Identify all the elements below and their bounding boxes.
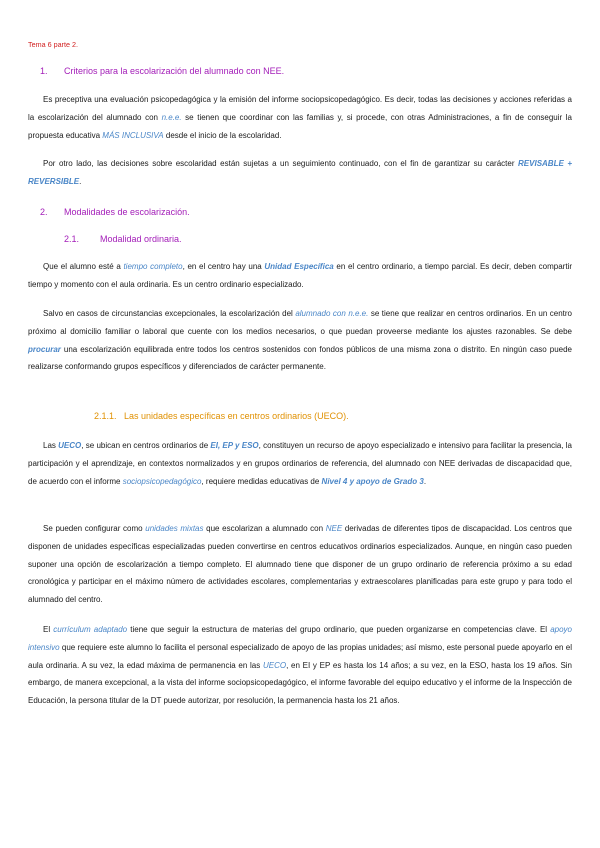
text-run: Las	[43, 441, 59, 450]
document-tag: Tema 6 parte 2.	[28, 40, 78, 49]
paragraph-3	[28, 258, 572, 294]
section-number: 2.1.	[64, 234, 80, 244]
text-run: Salvo en casos de circunstancias excepcionales, la escolarización del	[43, 309, 296, 318]
section-number: 1.	[40, 66, 48, 76]
text-run: se tienen que coordinar con las familias y, si procede, con otras Administraciones, a fin de conseguir la propuesta educativa	[28, 112, 572, 140]
emphasis-text: tiempo completo	[123, 262, 183, 271]
text-run: , en EI y EP es hasta los 14 años; a su vez, en la ESO, hasta los 19 años. Sin embargo, de manera excepcional, a la vista del informe sociopsicopedagógico, el informe favorable del equipo educativo y el informe de la Inspección de Educación, la persona titular de la DT puede autorizar, por resolución, la permanencia hasta los 21 años.	[28, 660, 573, 706]
section-1-heading	[40, 66, 284, 76]
text-run: , en el centro hay una	[182, 262, 265, 271]
emphasis-text: Nivel 4 y apoyo de Grado 3	[321, 476, 424, 486]
text-run: Es preceptiva una evaluación psicopedagógica y la emisión del informe sociopsicopedagógico. Es decir, todas las decisiones y acciones referidas a la escolarización del alumnado con	[28, 95, 572, 122]
text-run: una escolarización equilibrada entre todos los centros sostenidos con fondos públicos de una misma zona o distrito. En ningún caso puede realizarse conformando grupos específicos y diferenciados de carácter permanente.	[28, 344, 572, 372]
emphasis-text: unidades mixtas	[145, 524, 204, 533]
emphasis-text: apoyo intensivo	[28, 625, 572, 652]
section-number: 2.	[40, 207, 48, 217]
text-run: El	[43, 625, 54, 634]
paragraph-6	[28, 520, 572, 609]
paragraph-1	[28, 91, 572, 144]
paragraph-2	[28, 155, 572, 191]
emphasis-text: EI, EP y ESO	[210, 441, 259, 450]
emphasis-text: procurar	[28, 344, 61, 354]
section-title: Modalidades de escolarización.	[64, 207, 190, 217]
emphasis-text: alumnado con n.e.e.	[295, 309, 369, 318]
text-run: se tiene que realizar en centros ordinarios. En un centro próximo al domicilio familiar o laboral que cuente con los medios necesarios, o que puedan proveerse mediante los ajustes razonables. Se debe	[28, 309, 572, 336]
section-title: Las unidades específicas en centros ordinarios (UECO).	[124, 411, 349, 421]
text-run: , requiere medidas educativas de	[201, 476, 322, 486]
emphasis-text: n.e.e.	[161, 112, 182, 122]
section-title: Criterios para la escolarización del alumnado con NEE.	[64, 66, 285, 76]
emphasis-text: Unidad Específica	[264, 262, 334, 271]
section-title: Modalidad ordinaria.	[100, 234, 182, 244]
section-2-1-heading	[64, 234, 182, 244]
text-run: .	[79, 176, 82, 186]
emphasis-text: currículum adaptado	[53, 625, 128, 634]
text-run: , constituyen un recurso de apoyo especializado e intensivo para facilitar la presencia, la participación y el aprendizaje, en contextos normalizados y en grupos ordinarios de referencia, del alumnado con NEE derivadas de discapacidad que, de acuerdo con el informe	[28, 441, 572, 486]
text-run: , se ubican en centros ordinarios de	[81, 441, 211, 450]
emphasis-text: UECO	[262, 660, 287, 670]
emphasis-text: sociopsicopedagógico	[122, 476, 202, 486]
emphasis-text: UECO	[58, 441, 82, 450]
text-run: Que el alumno esté a	[43, 262, 124, 271]
section-2-1-1-heading	[94, 411, 349, 421]
emphasis-text: MÁS INCLUSIVA	[102, 130, 164, 140]
text-run: Por otro lado, las decisiones sobre escolaridad están sujetas a un seguimiento continuado, con el fin de garantizar su carácter	[43, 159, 519, 168]
emphasis-text: REVISABLE + REVERSIBLE	[28, 159, 572, 186]
section-number: 2.1.1.	[94, 411, 117, 421]
text-run: derivadas de diferentes tipos de discapacidad. Los centros que disponen de unidades específicas especializadas pueden convertirse en centros educativos ordinarios especializados. Aunque, en ningún caso pueden suponer una opción de escolarización a tiempo completo. El alumnado tiene que disponer de un grupo ordinario de referencia próximo a su edad cronológica y participar en el máximo número de actividades escolares, complementarias y extraescolares planificadas para este grupo y para todo el alumnado del centro.	[28, 524, 573, 605]
section-2-heading	[40, 207, 190, 217]
paragraph-5	[28, 437, 572, 490]
text-run: desde el inicio de la escolaridad.	[163, 130, 282, 140]
text-run: que requiere este alumno lo facilita el personal especializado de apoyo de las propias unidades; así mismo, este personal puede apoyarlo en el aula ordinaria. A su vez, la edad máxima de permanencia en las	[28, 642, 572, 670]
text-run: tiene que seguir la estructura de materias del grupo ordinario, que pueden organizarse en competencias clave. El	[127, 625, 551, 634]
emphasis-text: NEE	[325, 524, 343, 533]
paragraph-7	[28, 621, 572, 710]
text-run: .	[423, 476, 427, 486]
text-run: en el centro ordinario, a tiempo parcial. Es decir, deben compartir tiempo y momento con el aula ordinaria. Es un centro ordinario especializado.	[28, 262, 572, 289]
paragraph-4	[28, 305, 572, 376]
text-run: que escolarizan a alumnado con	[203, 524, 326, 533]
text-run: Se pueden configurar como	[43, 524, 146, 533]
